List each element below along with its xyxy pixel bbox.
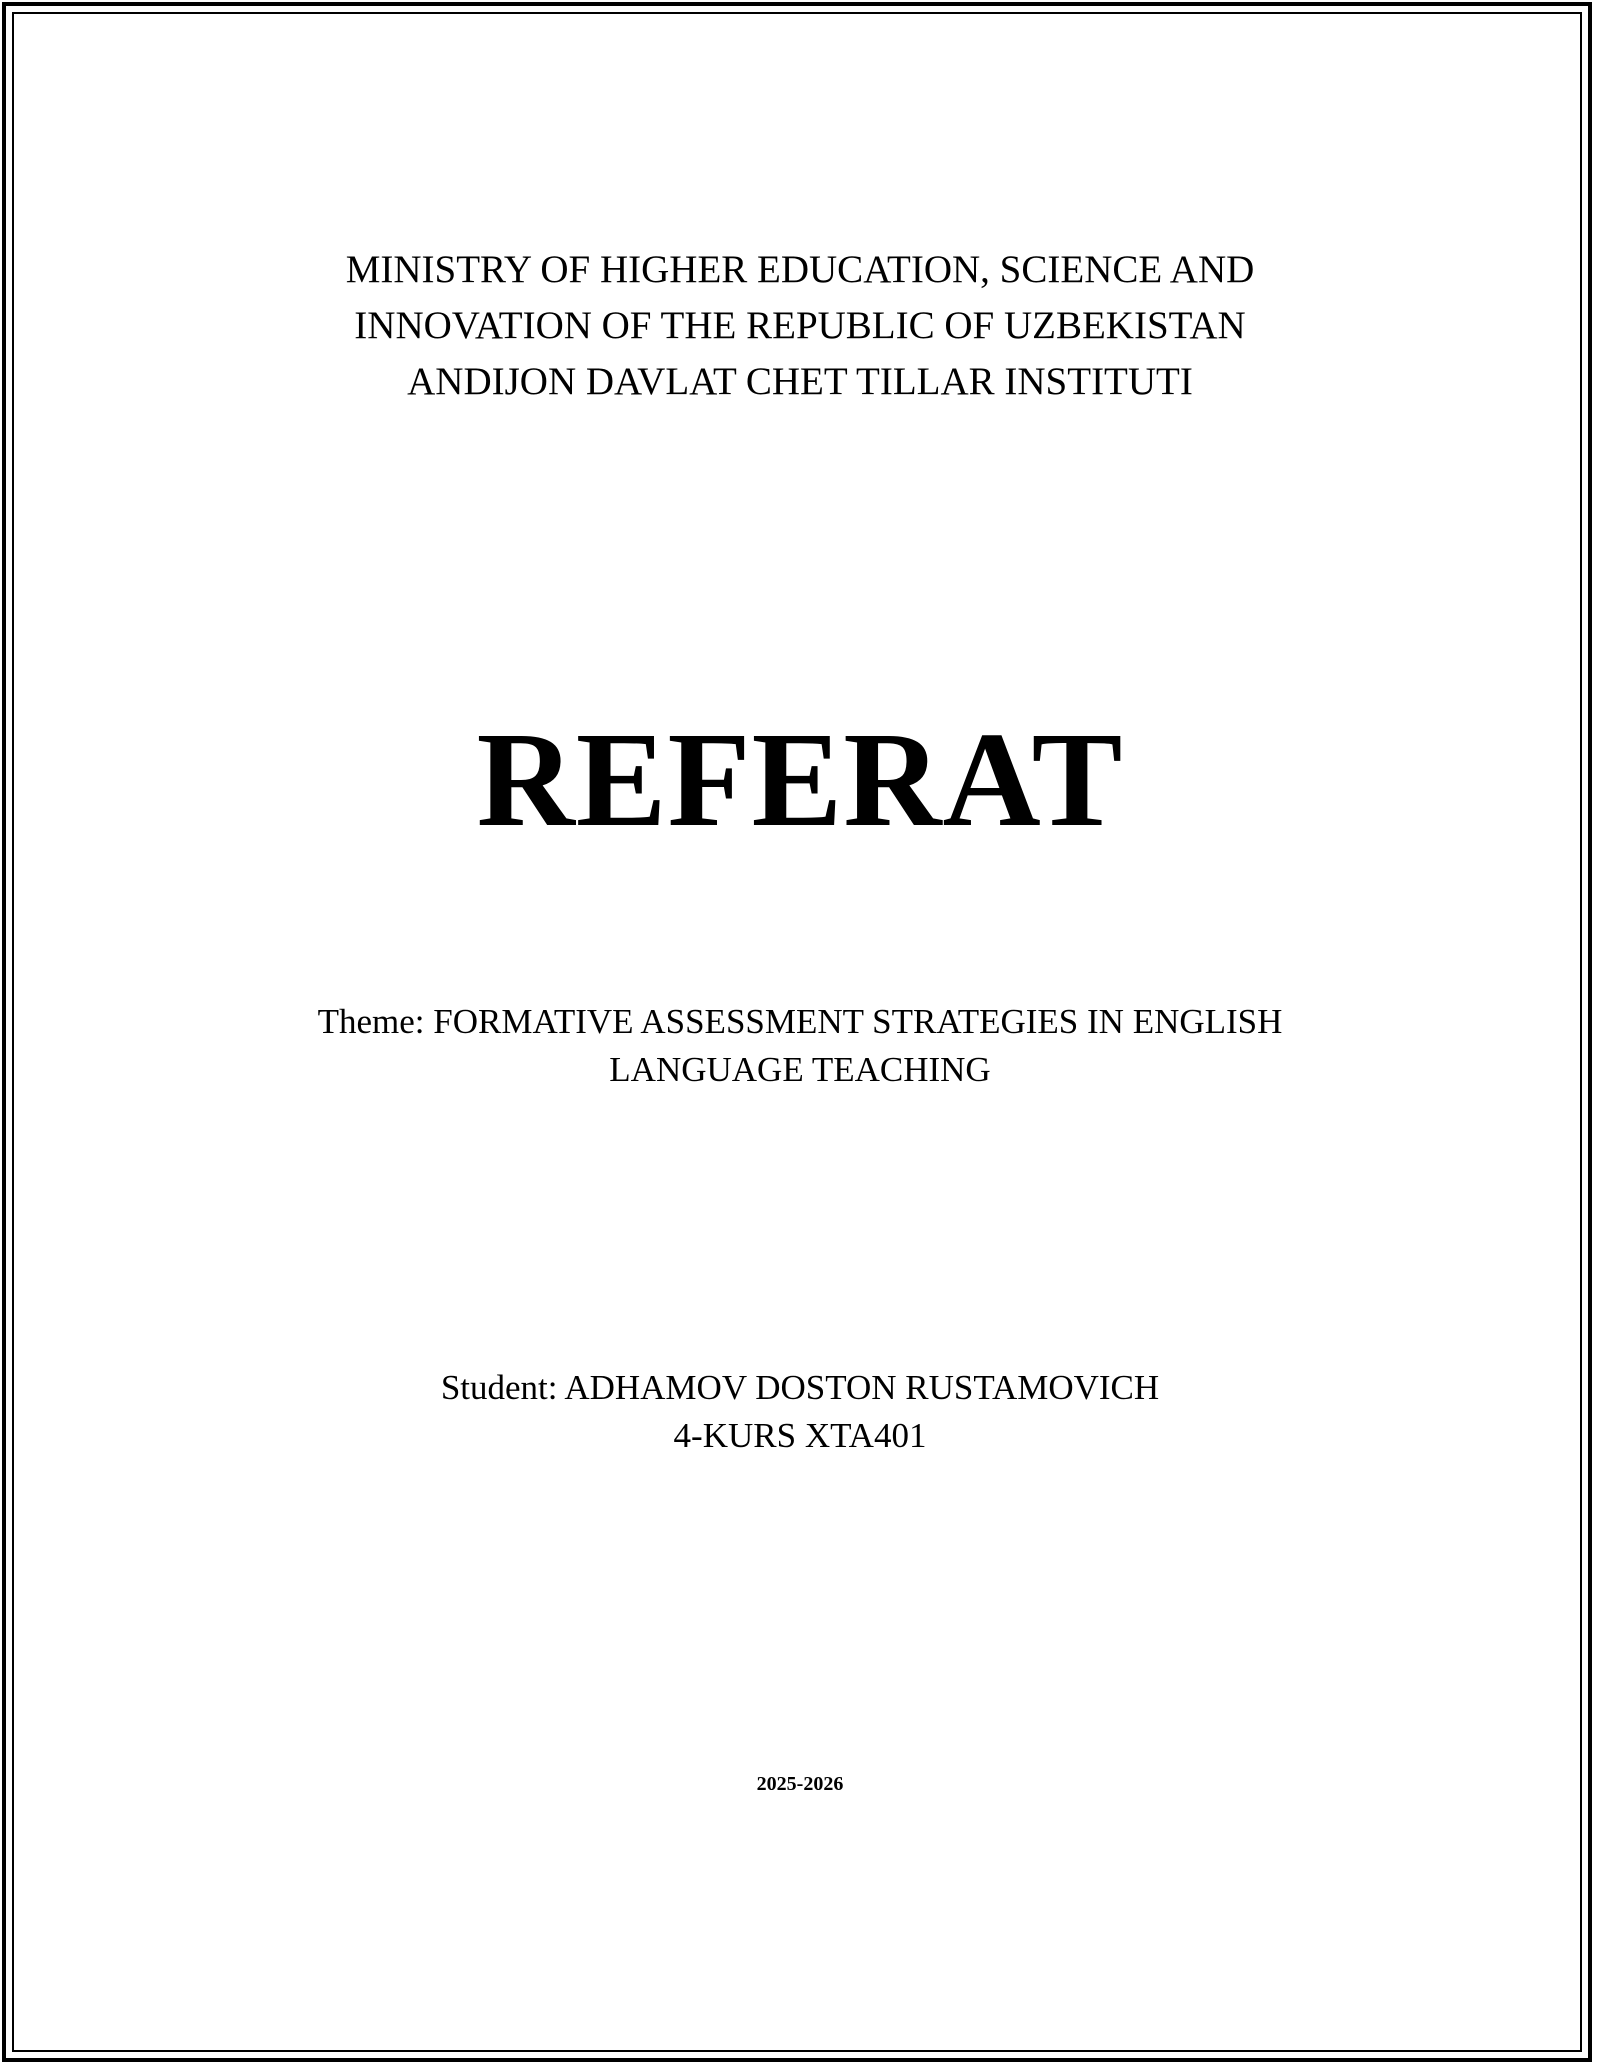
academic-year: 2025-2026	[756, 1773, 844, 1795]
student-name: Student: ADHAMOV DOSTON RUSTAMOVICH	[440, 1368, 1160, 1407]
document-title: REFERAT	[476, 705, 1124, 855]
year-section	[0, 1770, 1600, 1798]
student-group: 4-KURS XTA401	[673, 1416, 927, 1455]
theme-section	[0, 998, 1600, 1094]
institution-header	[0, 242, 1600, 410]
student-section	[0, 1364, 1600, 1460]
title-section	[0, 700, 1600, 860]
ministry-line-2: INNOVATION OF THE REPUBLIC OF UZBEKISTAN	[354, 304, 1246, 347]
theme-line-1: Theme: FORMATIVE ASSESSMENT STRATEGIES IN ENGLISH	[317, 1002, 1283, 1041]
theme-line-2: LANGUAGE TEACHING	[609, 1050, 991, 1089]
institute-name: ANDIJON DAVLAT CHET TILLAR INSTITUTI	[407, 360, 1193, 403]
ministry-line-1: MINISTRY OF HIGHER EDUCATION, SCIENCE AND	[345, 248, 1255, 291]
